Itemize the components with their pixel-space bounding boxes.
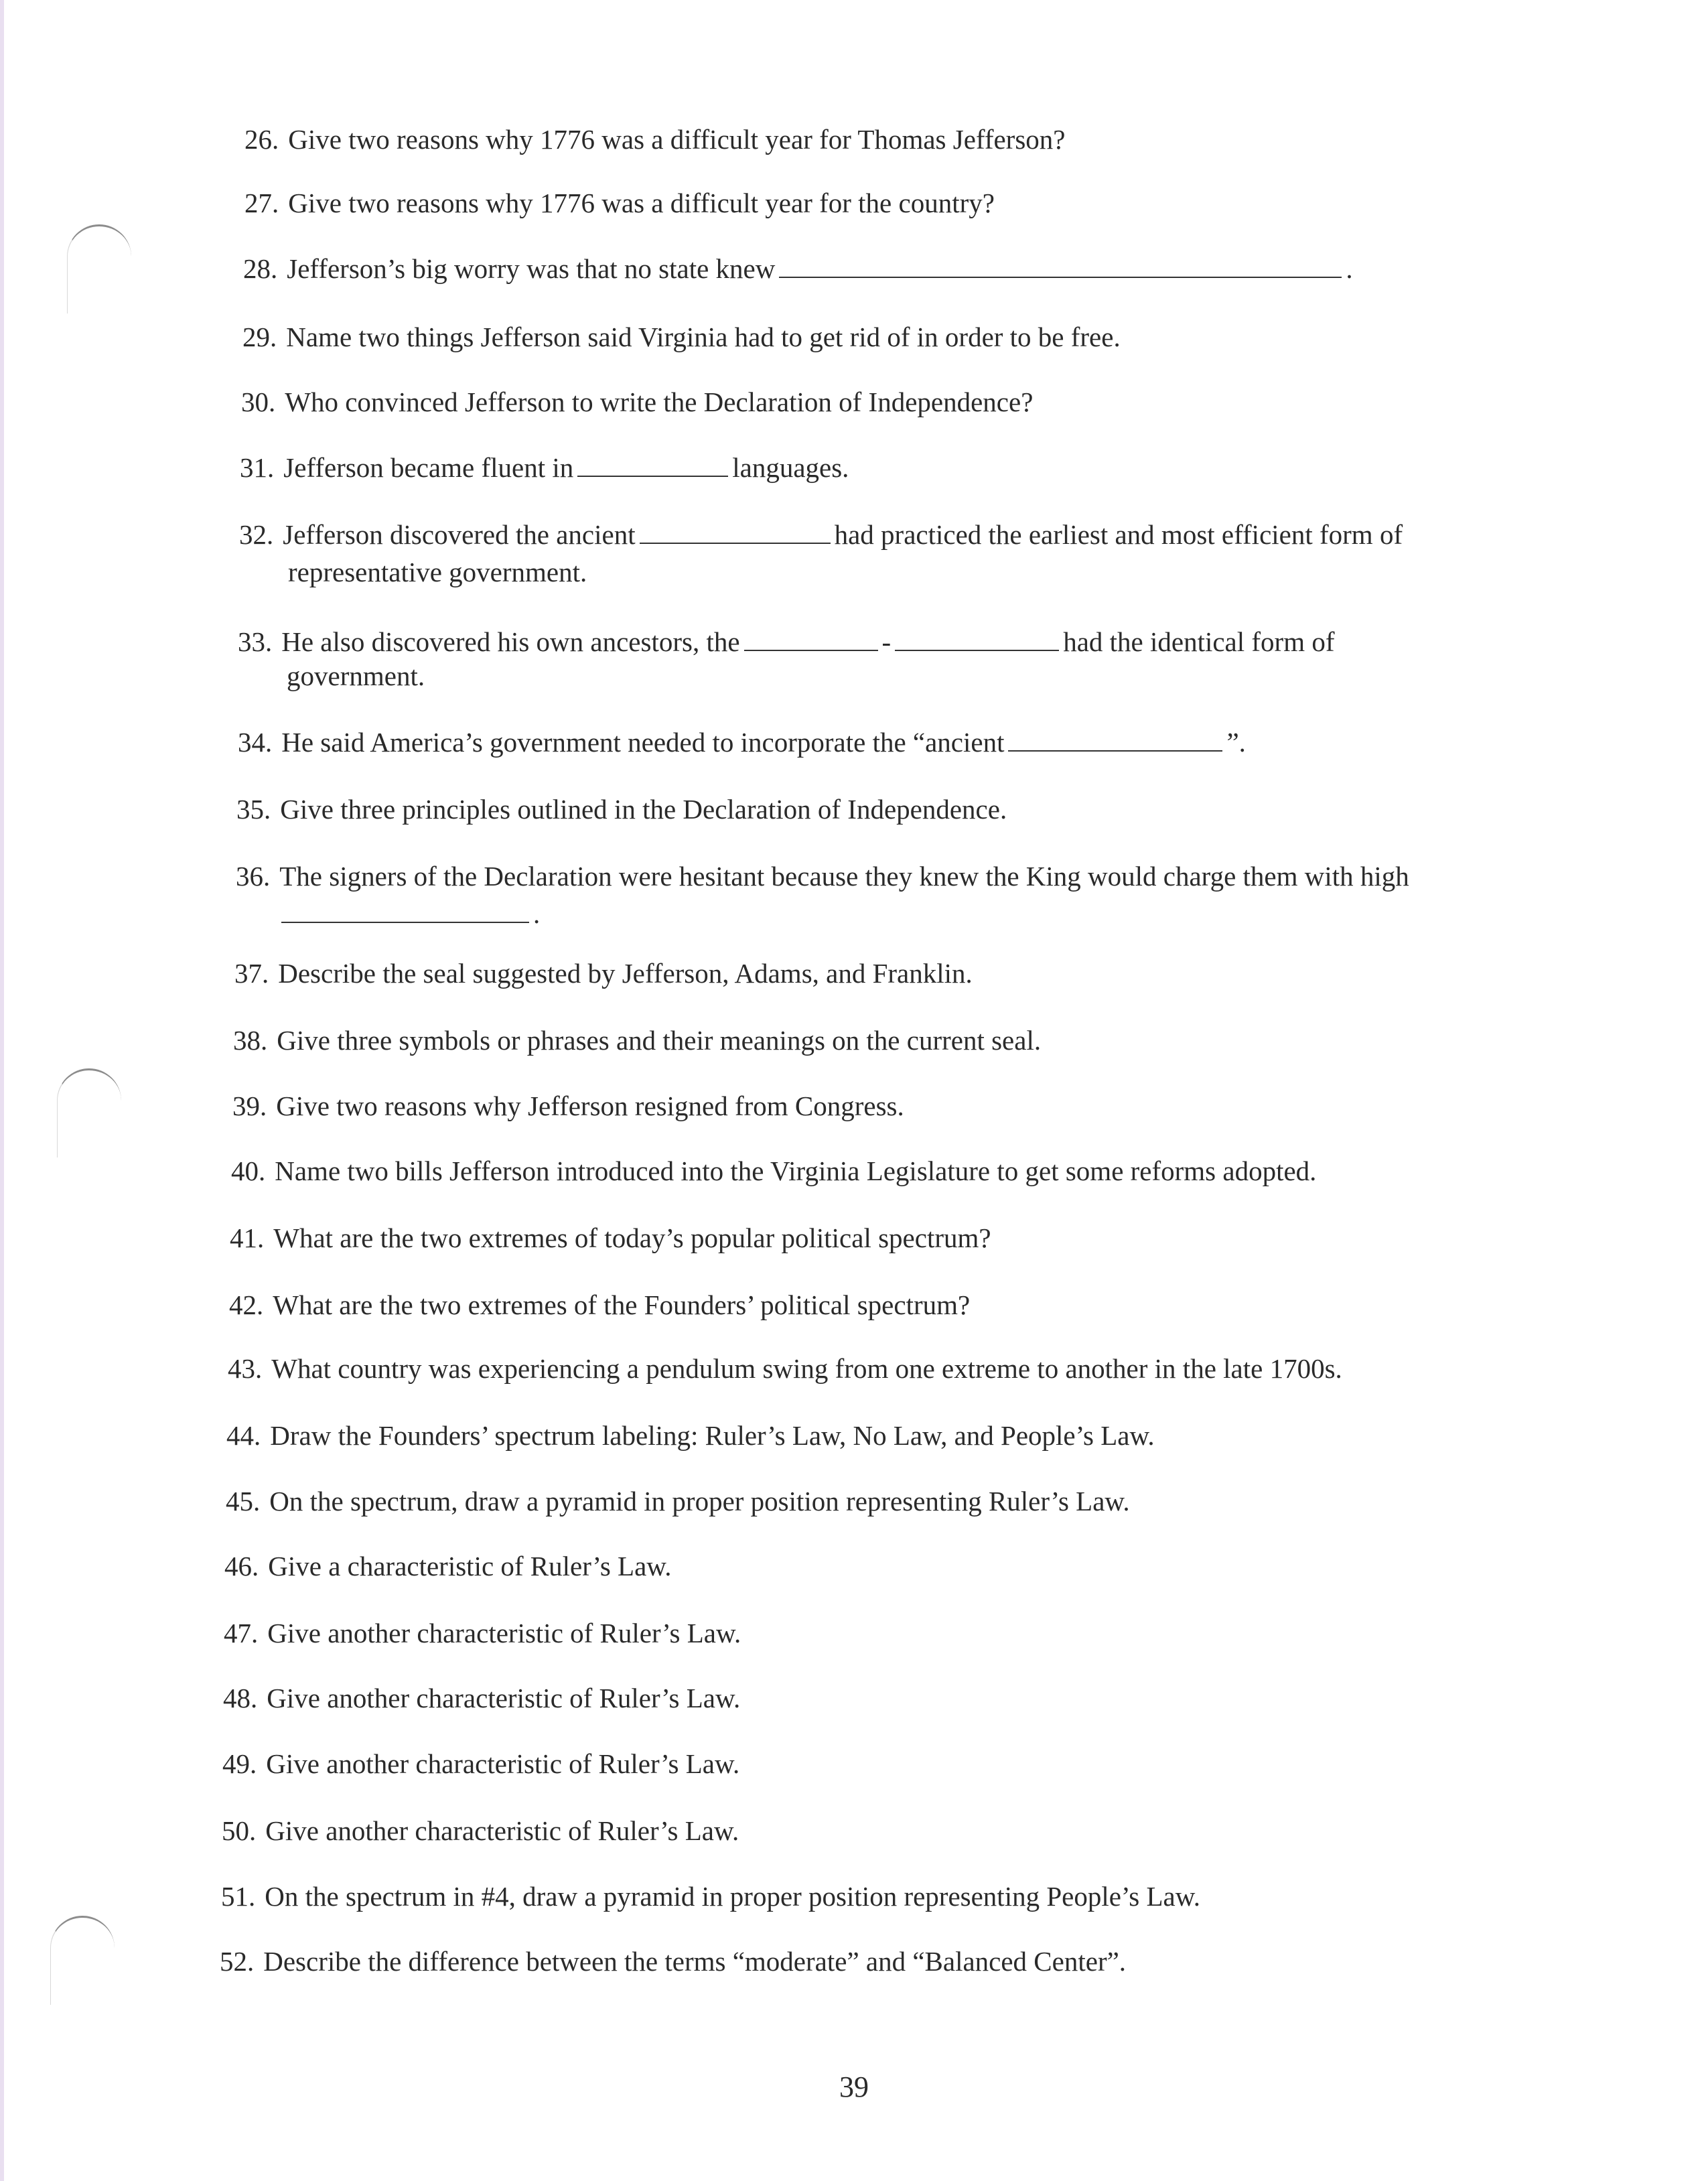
question-36-continued: . <box>281 898 540 930</box>
question-48: 48. Give another characteristic of Ruler’s Law. <box>223 1683 741 1713</box>
question-34: 34. He said America’s government needed to incorporate the “ancient ”. <box>238 727 1246 758</box>
answer-blank[interactable] <box>744 649 878 651</box>
question-33-continued: government. <box>287 660 425 691</box>
punch-hole-bottom <box>50 1916 115 2005</box>
question-46: 46. Give a characteristic of Ruler’s Law. <box>224 1551 672 1581</box>
question-32-continued: representative government. <box>288 557 587 587</box>
answer-blank[interactable] <box>577 475 728 477</box>
question-44: 44. Draw the Founders’ spectrum labeling: Ruler’s Law, No Law, and People’s Law. <box>226 1420 1155 1451</box>
answer-blank[interactable] <box>640 542 831 544</box>
question-28: 28. Jefferson’s big worry was that no state knew . <box>243 253 1353 284</box>
question-38: 38. Give three symbols or phrases and their meanings on the current seal. <box>233 1025 1042 1056</box>
question-31: 31. Jefferson became fluent in languages. <box>240 452 849 483</box>
question-42: 42. What are the two extremes of the Founders’ political spectrum? <box>229 1289 971 1320</box>
question-32: 32. Jefferson discovered the ancient had practiced the earliest and most efficient form of <box>239 519 1403 550</box>
question-35: 35. Give three principles outlined in the Declaration of Independence. <box>236 794 1007 825</box>
question-39: 39. Give two reasons why Jefferson resigned from Congress. <box>232 1090 904 1121</box>
question-43: 43. What country was experiencing a pendulum swing from one extreme to another in the late 1700s. <box>228 1353 1342 1384</box>
answer-blank[interactable] <box>895 649 1059 651</box>
page-edge-tint <box>0 0 4 2181</box>
question-33: 33. He also discovered his own ancestors, the - had the identical form of <box>238 626 1335 657</box>
punch-hole-top <box>67 224 131 313</box>
question-51: 51. On the spectrum in #4, draw a pyramid in proper position representing People’s Law. <box>221 1881 1200 1912</box>
page-number: 39 <box>839 2070 869 2103</box>
question-52: 52. Describe the difference between the terms “moderate” and “Balanced Center”. <box>220 1946 1127 1977</box>
question-41: 41. What are the two extremes of today’s popular political spectrum? <box>230 1222 991 1253</box>
answer-blank[interactable] <box>1008 750 1222 752</box>
question-37: 37. Describe the seal suggested by Jefferson, Adams, and Franklin. <box>234 958 973 989</box>
question-36: 36. The signers of the Declaration were hesitant because they knew the King would charge them with high <box>236 861 1409 892</box>
question-47: 47. Give another characteristic of Ruler’s Law. <box>224 1618 741 1648</box>
question-26: 26. Give two reasons why 1776 was a difficult year for Thomas Jefferson? <box>244 124 1066 155</box>
question-29: 29. Name two things Jefferson said Virginia had to get rid of in order to be free. <box>242 322 1121 352</box>
question-40: 40. Name two bills Jefferson introduced into the Virginia Legislature to get some reforms adopted. <box>231 1155 1317 1186</box>
question-27: 27. Give two reasons why 1776 was a difficult year for the country? <box>244 188 995 218</box>
punch-hole-middle <box>57 1068 121 1157</box>
question-30: 30. Who convinced Jefferson to write the Declaration of Independence? <box>241 386 1034 417</box>
answer-blank[interactable] <box>779 276 1342 278</box>
answer-blank[interactable] <box>281 921 529 923</box>
question-50: 50. Give another characteristic of Ruler’s Law. <box>222 1815 739 1846</box>
question-49: 49. Give another characteristic of Ruler’s Law. <box>222 1748 740 1779</box>
question-45: 45. On the spectrum, draw a pyramid in proper position representing Ruler’s Law. <box>226 1486 1130 1517</box>
